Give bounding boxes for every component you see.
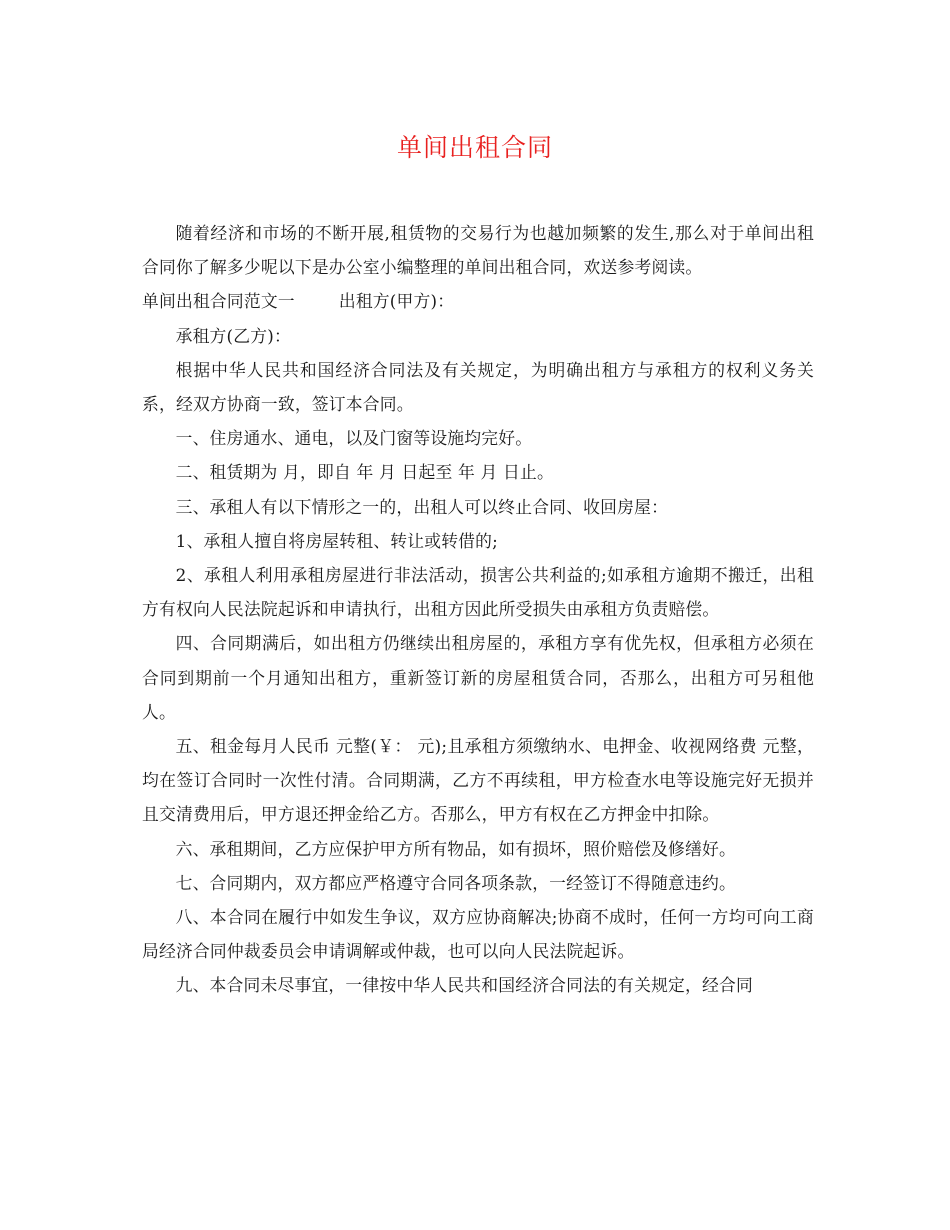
- lessee-label: 承租方(乙方)：: [175, 325, 291, 346]
- document-body: [142, 216, 814, 1003]
- clause-2: 二、租赁期为 月，即自 年 月 日起至 年 月 日止。: [175, 462, 554, 483]
- sample-heading-line: [142, 284, 814, 318]
- clause-8: 八、本合同在履行中如发生争议，双方应协商解决;协商不成时，任何一方均可向工商局经济合同仲裁委员会申请调解或仲裁，也可以向人民法院起诉。: [142, 907, 814, 962]
- lessor-label: 出租方(甲方)：: [338, 291, 455, 312]
- sample-heading: 单间出租合同范文一: [142, 291, 295, 312]
- clause-4: 四、合同期满后，如出租方仍继续出租房屋的，承租方享有优先权，但承租方必须在合同到期前一个月通知出租方，重新签订新的房屋租赁合同，否那么，出租方可另租他人。: [142, 633, 814, 722]
- clause-3: 三、承租人有以下情形之一的，出租人可以终止合同、收回房屋：: [175, 496, 669, 517]
- clause-3-item-2: 2、承租人利用承租房屋进行非法活动，损害公共利益的;如承租方逾期不搬迁，出租方有权向人民法院起诉和申请执行，出租方因此所受损失由承租方负责赔偿。: [142, 565, 814, 620]
- document-title: 单间出租合同: [396, 133, 553, 162]
- clause-6: 六、承租期间，乙方应保护甲方所有物品，如有损坏，照价赔偿及修缮好。: [175, 838, 736, 859]
- clause-5: 五、租金每月人民币 元整(￥： 元);且承租方须缴纳水、电押金、收视网络费 元整，均在签订合同时一次性付清。合同期满，乙方不再续租，甲方检查水电等设施完好无损并且交清费用后，甲方退还押金给乙方。否那么，甲方有权在乙方押金中扣除。: [142, 736, 814, 825]
- clause-1: 一、住房通水、通电，以及门窗等设施均完好。: [175, 428, 533, 449]
- clause-9: 九、本合同未尽事宜，一律按中华人民共和国经济合同法的有关规定，经合同: [175, 975, 753, 996]
- clause-7: 七、合同期内，双方都应严格遵守合同各项条款，一经签订不得随意违约。: [175, 872, 736, 893]
- preamble-paragraph: 根据中华人民共和国经济合同法及有关规定，为明确出租方与承租方的权利义务关系，经双方协商一致，签订本合同。: [142, 359, 814, 415]
- clause-3-item-1: 1、承租人擅自将房屋转租、转让或转借的;: [175, 530, 498, 551]
- intro-paragraph: 随着经济和市场的不断开展,租赁物的交易行为也越加频繁的发生,那么对于单间出租合同你了解多少呢以下是办公室小编整理的单间出租合同，欢送参考阅读。: [142, 223, 814, 278]
